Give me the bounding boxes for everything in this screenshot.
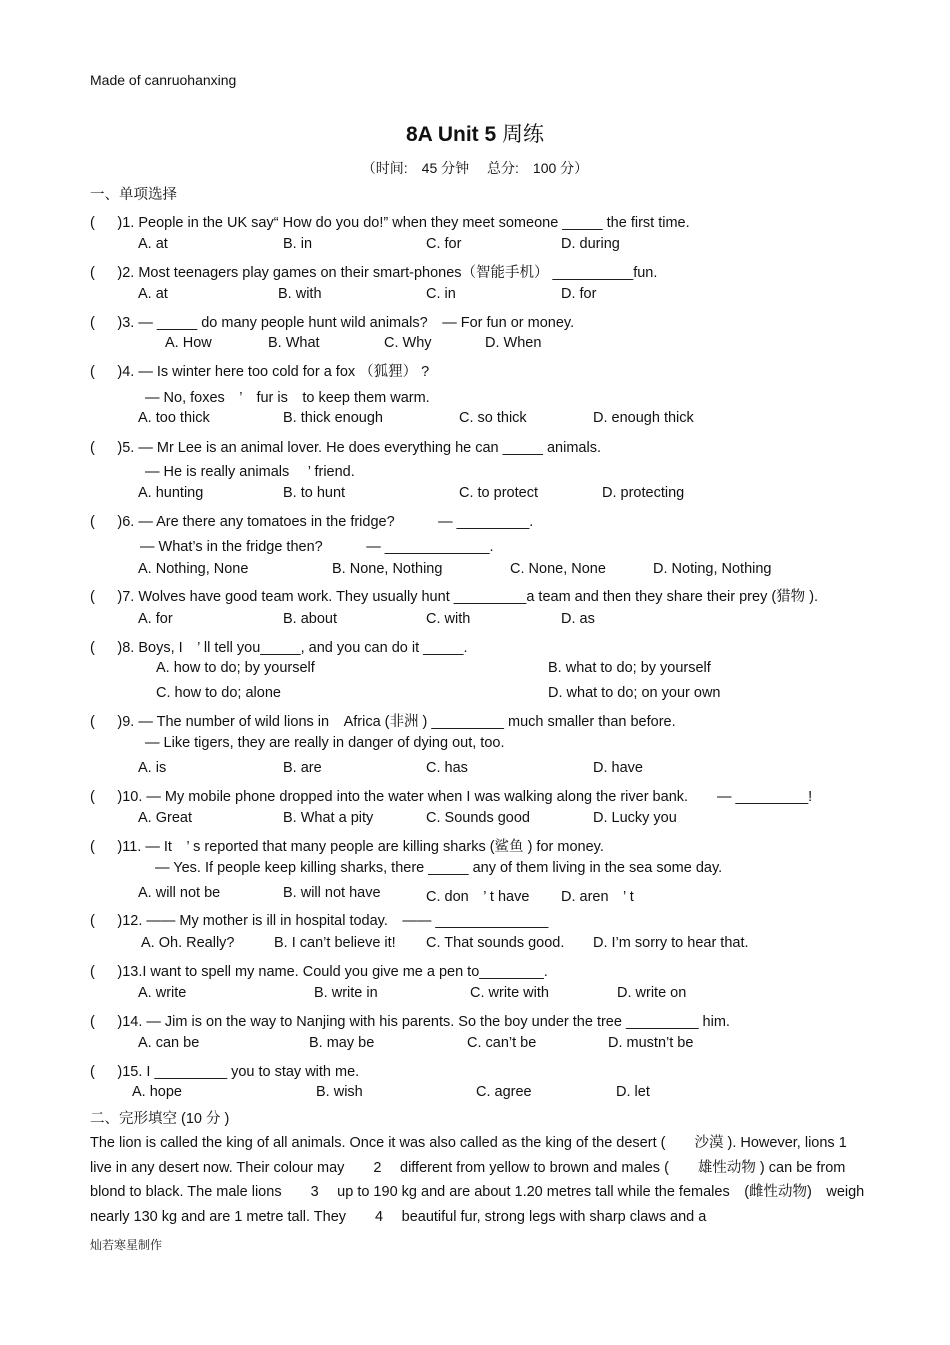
question-stem-followup: — He is really animals ’ friend. xyxy=(145,464,355,480)
question-stem: ( )11. — It ’ s reported that many people are killing sharks (鲨鱼 ) for money. xyxy=(90,839,604,855)
option: C. has xyxy=(426,760,468,776)
option: D. enough thick xyxy=(593,410,694,426)
question-stem: ( )14. — Jim is on the way to Nanjing with his parents. So the boy under the tree _________ him. xyxy=(90,1014,730,1030)
option: C. agree xyxy=(476,1084,532,1100)
option: B. write in xyxy=(314,985,378,1001)
header-note: Made of canruohanxing xyxy=(90,72,237,88)
option: B. about xyxy=(283,611,338,627)
option: D. write on xyxy=(617,985,687,1001)
option: C. to protect xyxy=(459,485,538,501)
option: B. in xyxy=(283,236,313,252)
option: D. aren ’ t xyxy=(561,889,634,905)
option: A. will not be xyxy=(138,885,221,901)
option: C. Why xyxy=(384,335,432,351)
option: B. will not have xyxy=(283,885,381,901)
option: D. Lucky you xyxy=(593,810,677,826)
question-stem: ( )5. — Mr Lee is an animal lover. He does everything he can _____ animals. xyxy=(90,440,601,456)
question-stem: ( )4. — Is winter here too cold for a fox （狐狸） ? xyxy=(90,364,430,380)
option: C. Sounds good xyxy=(426,810,530,826)
question-stem: ( )15. I _________ you to stay with me. xyxy=(90,1064,360,1080)
option: B. wish xyxy=(316,1084,363,1100)
option: A. How xyxy=(165,335,212,351)
question-stem: ( )8. Boys, I ’ ll tell you_____, and you can do it _____. xyxy=(90,640,468,656)
option: D. have xyxy=(593,760,643,776)
option: B. I can’t believe it! xyxy=(274,935,396,951)
option: A. how to do; by yourself xyxy=(156,660,315,676)
question-stem-followup: — Like tigers, they are really in danger of dying out, too. xyxy=(145,735,505,751)
option: D. Noting, Nothing xyxy=(653,561,772,577)
question-stem: ( )1. People in the UK say“ How do you do!” when they meet someone _____ the first time. xyxy=(90,215,690,231)
option: C. That sounds good. xyxy=(426,935,565,951)
option: B. are xyxy=(283,760,322,776)
option: B. None, Nothing xyxy=(332,561,443,577)
option: A. is xyxy=(138,760,167,776)
question-stem: ( )9. — The number of wild lions in Africa (非洲 ) _________ much smaller than before. xyxy=(90,714,676,730)
question-stem: ( )13.I want to spell my name. Could you give me a pen to________. xyxy=(90,964,548,980)
section-heading-multiple-choice: 一、单项选择 xyxy=(90,187,177,203)
option: B. to hunt xyxy=(283,485,346,501)
option: A. at xyxy=(138,286,168,302)
option: B. what to do; by yourself xyxy=(548,660,711,676)
option: A. Nothing, None xyxy=(138,561,249,577)
option: D. what to do; on your own xyxy=(548,685,721,701)
option: C. None, None xyxy=(510,561,606,577)
option: B. with xyxy=(278,286,322,302)
option: A. hope xyxy=(132,1084,182,1100)
question-stem: ( )6. — Are there any tomatoes in the fridge? — _________. xyxy=(90,514,534,530)
option: D. for xyxy=(561,286,597,302)
option: B. What xyxy=(268,335,320,351)
question-stem: ( )2. Most teenagers play games on their smart-phones（智能手机） __________fun. xyxy=(90,265,658,281)
question-stem: ( )10. — My mobile phone dropped into the water when I was walking along the river bank. — _________! xyxy=(90,789,813,805)
cloze-passage: The lion is called the king of all animals. Once it was also called as the king of the desert ( 沙漠 ). However, lions 1 live in any desert now. Their colour may 2 different from yellow to brown and males ( 雄性动物 ) can be from blond to black. The male lions 3 up to 190 kg and are about 1.20 metres tall while the females (雌性动物) weigh nearly 130 kg and are 1 metre tall. They 4 beautiful fur, strong legs with sharp claws and a xyxy=(90,1135,866,1225)
question-stem-followup: — No, foxes ’ fur is to keep them warm. xyxy=(145,390,430,406)
option: A. Great xyxy=(138,810,192,826)
option: A. too thick xyxy=(138,410,210,426)
option: B. What a pity xyxy=(283,810,374,826)
option: A. can be xyxy=(138,1035,200,1051)
option: C. write with xyxy=(470,985,549,1001)
option: C. so thick xyxy=(459,410,527,426)
question-stem-followup: — Yes. If people keep killing sharks, there _____ any of them living in the sea some day. xyxy=(155,860,723,876)
page-title xyxy=(0,118,950,148)
option: D. I’m sorry to hear that. xyxy=(593,935,749,951)
question-stem: ( )7. Wolves have good team work. They usually hunt _________a team and then they share their prey (猎物 ). xyxy=(90,589,819,605)
option: B. thick enough xyxy=(283,410,383,426)
option: D. When xyxy=(485,335,542,351)
option: C. don ’ t have xyxy=(426,889,530,905)
exam-info: （时间: 45 分钟 总分: 100 分） xyxy=(361,160,589,176)
title-rest: 周练 xyxy=(502,123,545,146)
footer-note: 灿若寒星制作 xyxy=(90,1238,163,1252)
option: D. let xyxy=(616,1084,650,1100)
option: A. for xyxy=(138,611,173,627)
question-stem: ( )3. — _____ do many people hunt wild animals? — For fun or money. xyxy=(90,315,575,331)
option: A. write xyxy=(138,985,187,1001)
option: C. for xyxy=(426,236,462,252)
option: C. with xyxy=(426,611,471,627)
option: D. as xyxy=(561,611,595,627)
question-stem: ( )12. —— My mother is ill in hospital today. —— ______________ xyxy=(90,913,549,929)
question-stem-followup: — What’s in the fridge then? — _____________. xyxy=(140,539,494,555)
option: B. may be xyxy=(309,1035,375,1051)
section-heading-cloze: 二、完形填空 (10 分 ) xyxy=(90,1111,230,1127)
option: A. Oh. Really? xyxy=(141,935,235,951)
option: D. mustn’t be xyxy=(608,1035,694,1051)
option: A. hunting xyxy=(138,485,204,501)
option: C. in xyxy=(426,286,456,302)
option: A. at xyxy=(138,236,168,252)
option: C. how to do; alone xyxy=(156,685,281,701)
option: D. during xyxy=(561,236,620,252)
option: C. can’t be xyxy=(467,1035,537,1051)
title-bold: 8A Unit 5 xyxy=(405,123,497,146)
option: D. protecting xyxy=(602,485,685,501)
